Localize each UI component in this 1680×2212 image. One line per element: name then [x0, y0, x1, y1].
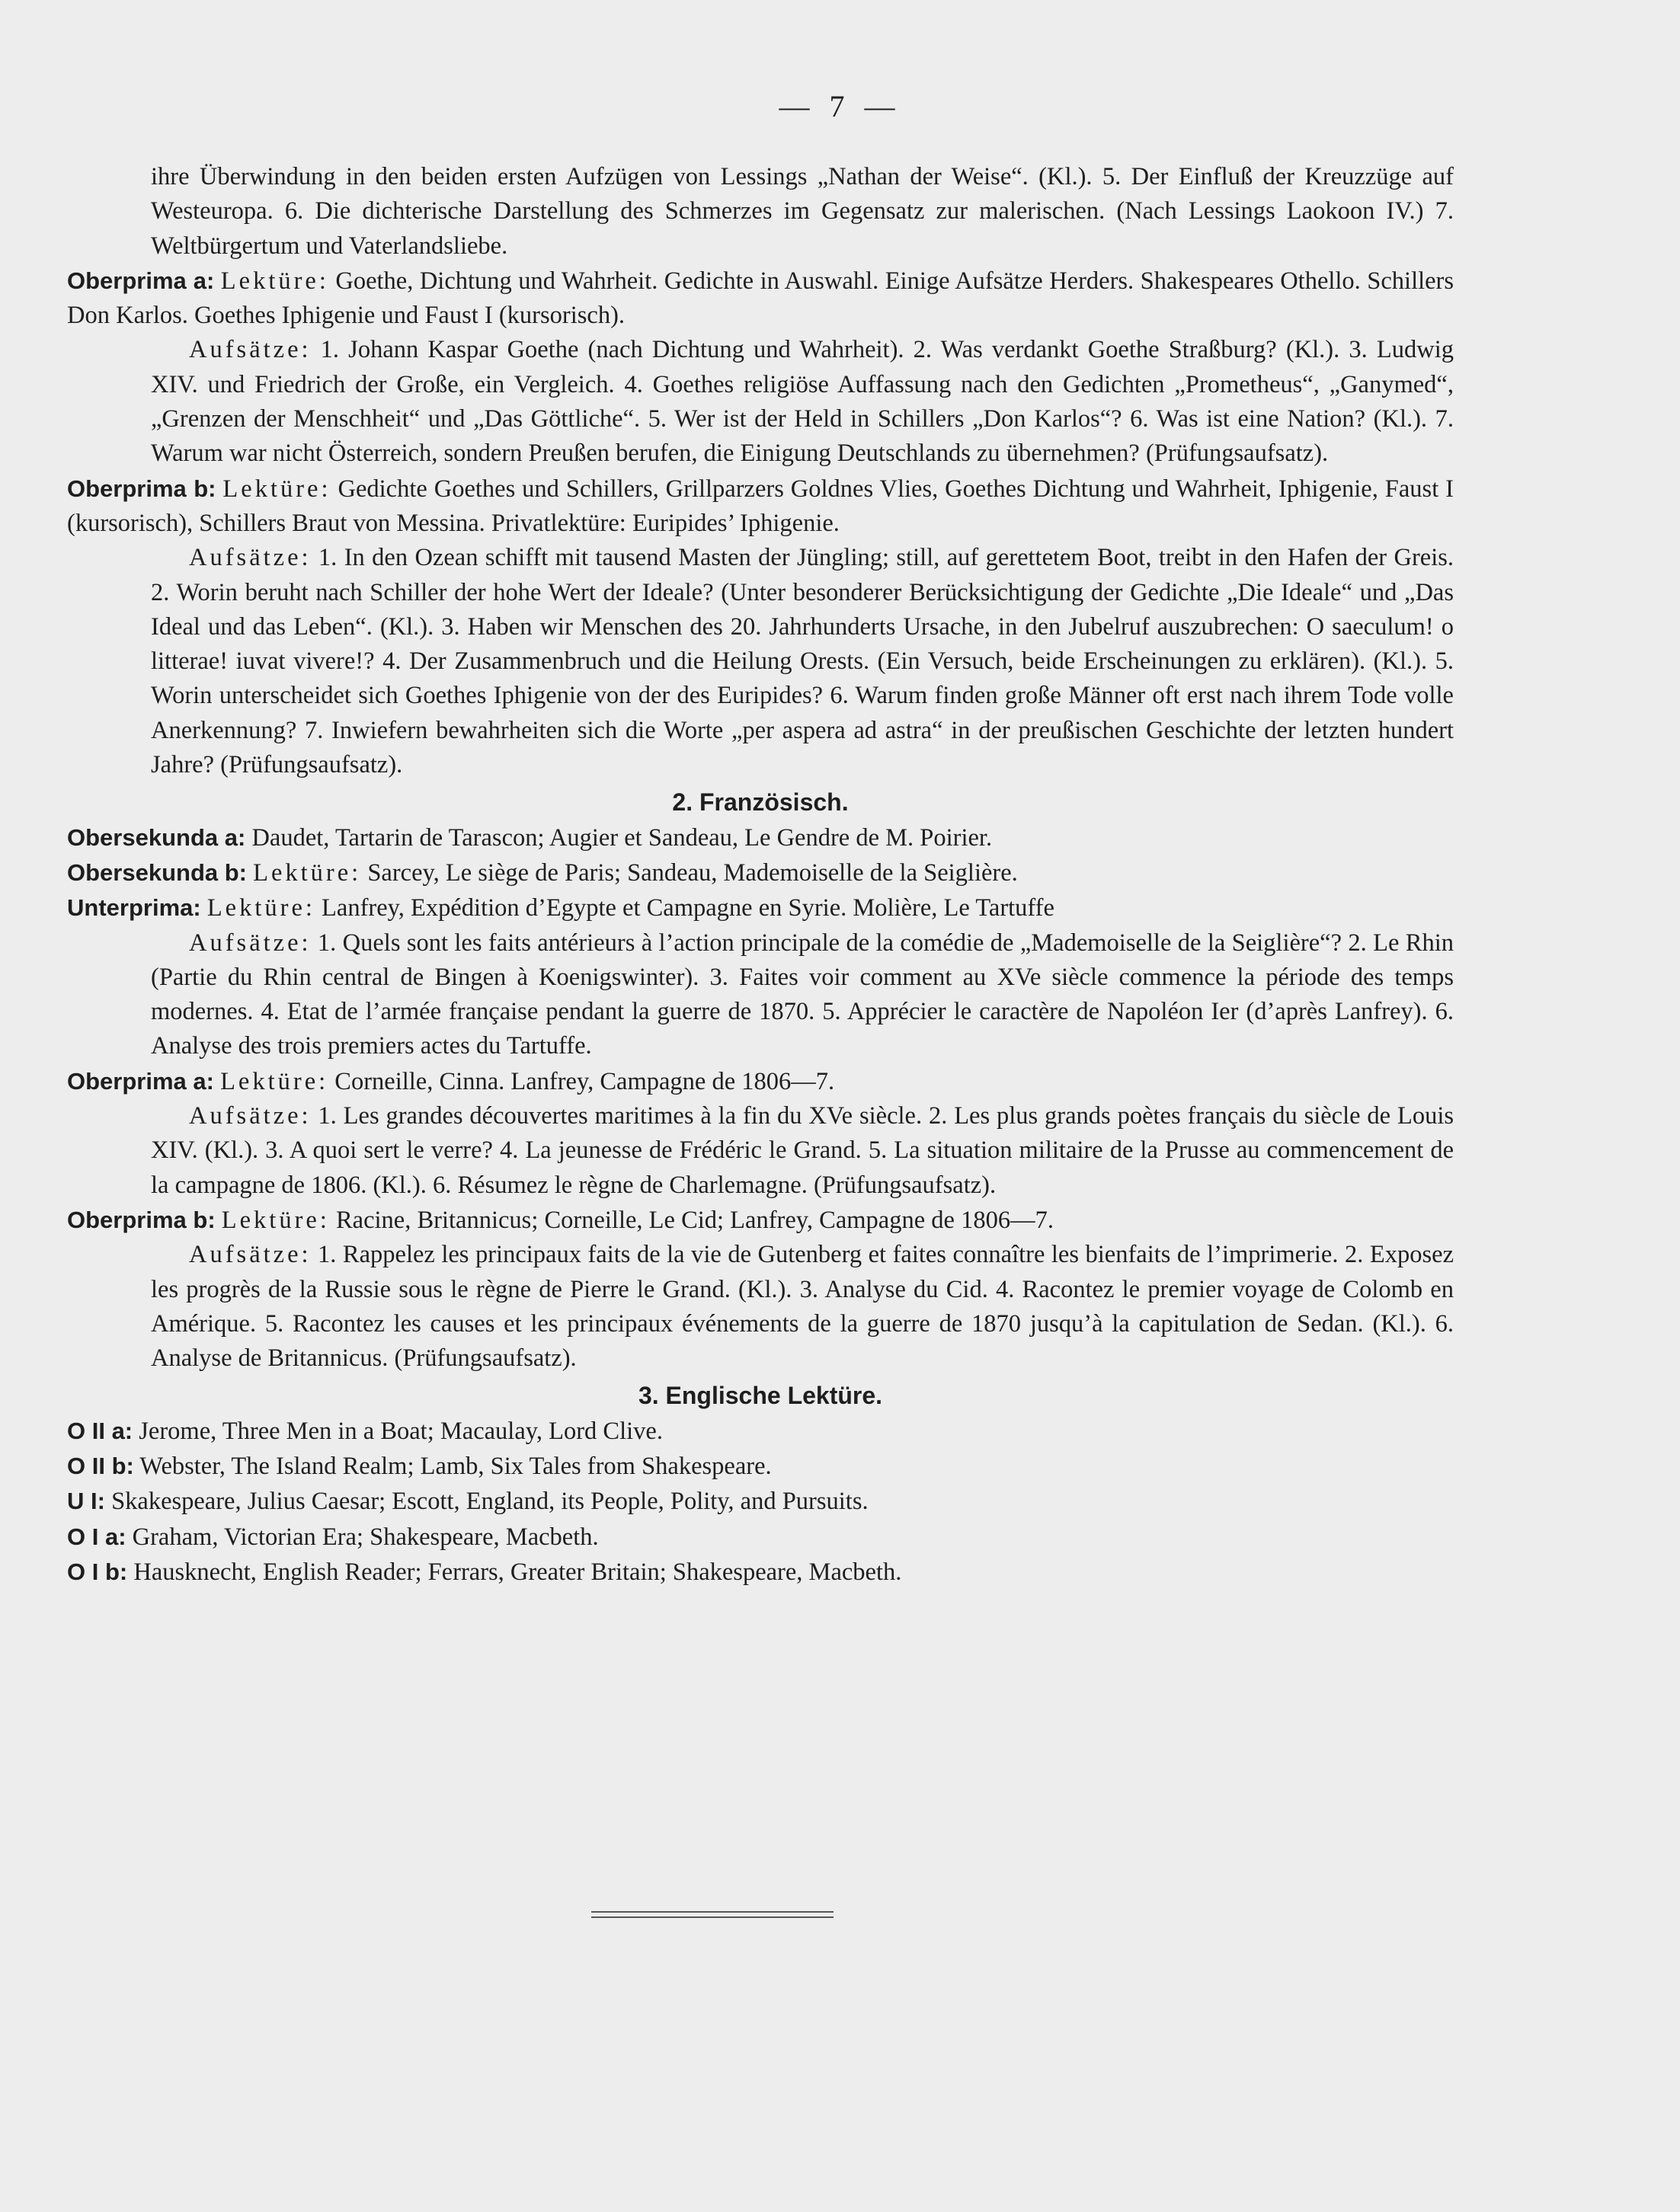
german-oberprima-a-entry: [67, 264, 1454, 334]
entry-label: Unterprima:: [67, 894, 201, 922]
lekture-label: Lektüre:: [253, 858, 362, 887]
lekture-label: Lektüre:: [220, 1067, 329, 1095]
entry-label: O II b:: [67, 1452, 134, 1479]
english-list-item: [67, 1449, 1454, 1484]
entry-label: O I a:: [67, 1523, 126, 1550]
end-rule-top: [591, 1911, 834, 1913]
french-oberprima-b-aufsatze: [67, 1238, 1454, 1376]
french-obersekunda-b-entry: [67, 855, 1454, 890]
page-body: [67, 160, 1454, 1590]
lekture-text: Gedichte Goethes und Schillers, Grillparzers Goldnes Vlies, Goethes Dichtung und Wahrheit, Iphigenie, Faust I (kursorisch), Schillers Braut von Messina. Privatlektüre: Euripides’ Iphigenie.: [67, 475, 1454, 537]
lekture-label: Lektüre:: [220, 267, 329, 295]
aufsatze-text: 1. In den Ozean schifft mit tausend Masten der Jüngling; still, auf gerettetem Boot, treibt in den Hafen der Greis. 2. Worin beruht nach Schiller der hohe Wert der Ideale? (Unter besonderer Berücksichtigung der Gedichte „Die Ideale“ und „Das Ideal und das Leben“. (Kl.). 3. Haben wir Menschen des 20. Jahrhunderts Ursache, in den Jubelruf auszubrechen: O saeculum! o litterae! iuvat vivere!? 4. Der Zusammenbruch und die Heilung Orests. (Ein Versuch, beide Erscheinungen zu erklären). (Kl.). 5. Worin unterscheidet sich Goethes Iphigenie von der des Euripides? 6. Warum finden große Männer oft erst nach ihrem Tode volle Anerkennung? 7. Inwiefern bewahrheiten sich die Worte „per aspera ad astra“ in der preußischen Geschichte der letzten hundert Jahre? (Prüfungsaufsatz).: [151, 544, 1454, 779]
french-obersekunda-a-entry: [67, 820, 1454, 855]
entry-text: Sarcey, Le siège de Paris; Sandeau, Mademoiselle de la Seiglière.: [367, 858, 1018, 887]
french-oberprima-a-entry: [67, 1064, 1454, 1099]
aufsatze-text: 1. Quels sont les faits antérieurs à l’action principale de la comédie de „Mademoiselle de la Seiglière“? 2. Le Rhin (Partie du Rhin central de Bingen à Koenigswinter). 3. Faites voir comment au XVe siècle commence la période des temps modernes. 4. Etat de l’armée française pendant la guerre de 1870. 5. Apprécier le caractère de Napoléon Ier (d’après Lanfrey). 6. Analyse des trois premiers actes du Tartuffe.: [151, 929, 1454, 1060]
entry-text: Jerome, Three Men in a Boat; Macaulay, Lord Clive.: [139, 1417, 663, 1445]
french-oberprima-a-aufsatze: [67, 1099, 1454, 1203]
aufsatze-text: 1. Les grandes découvertes maritimes à la fin du XVe siècle. 2. Les plus grands poètes français du siècle de Louis XIV. (Kl.). 3. A quoi sert le verre? 4. La jeunesse de Frédéric le Grand. 5. La situation militaire de la Prusse au commencement de la campagne de 1806. (Kl.). 6. Résumez le règne de Charlemagne. (Prüfungsaufsatz).: [151, 1102, 1454, 1199]
entry-label: Oberprima a:: [67, 1067, 214, 1095]
french-unterprima-entry: [67, 890, 1454, 925]
entry-text: Hausknecht, English Reader; Ferrars, Greater Britain; Shakespeare, Macbeth.: [133, 1558, 902, 1586]
aufsatze-label: Aufsätze:: [189, 544, 312, 572]
aufsatze-label: Aufsätze:: [189, 336, 312, 364]
english-list-item: [67, 1484, 1454, 1519]
entry-text: Daudet, Tartarin de Tarascon; Augier et Sandeau, Le Gendre de M. Poirier.: [251, 823, 993, 852]
entry-label: U I:: [67, 1488, 105, 1515]
aufsatze-label: Aufsätze:: [189, 1241, 312, 1269]
french-unterprima-aufsatze: [67, 926, 1454, 1064]
english-list-item: [67, 1520, 1454, 1555]
entry-label: Obersekunda a:: [67, 823, 246, 851]
french-oberprima-b-entry: [67, 1203, 1454, 1238]
german-intro-paragraph: [67, 160, 1454, 264]
lekture-label: Lektüre:: [221, 1206, 330, 1234]
section-heading-french: 2. Französisch.: [672, 788, 849, 817]
aufsatze-label: Aufsätze:: [189, 1102, 312, 1130]
entry-label: Oberprima b:: [67, 475, 216, 502]
entry-text: Webster, The Island Realm; Lamb, Six Tales from Shakespeare.: [139, 1452, 772, 1480]
lekture-label: Lektüre:: [206, 894, 315, 922]
german-intro-text: ihre Überwindung in den beiden ersten Aufzügen von Lessings „Nathan der Weise“. (Kl.). 5. Der Einfluß der Kreuzzüge auf Westeuropa. 6. Die dichterische Darstellung des Schmerzes im Gegensatz zur malerischen. (Nach Lessings Laokoon IV.) 7. Weltbürgertum und Vaterlandsliebe.: [151, 163, 1454, 260]
entry-text: Graham, Victorian Era; Shakespeare, Macbeth.: [132, 1523, 599, 1551]
english-list-item: [67, 1414, 1454, 1449]
end-rule-bottom: [591, 1916, 834, 1918]
entry-label: O I b:: [67, 1558, 128, 1585]
aufsatze-text: 1. Johann Kaspar Goethe (nach Dichtung und Wahrheit). 2. Was verdankt Goethe Straßburg? (Kl.). 3. Ludwig XIV. und Friedrich der Große, ein Vergleich. 4. Goethes religiöse Auffassung nach den Gedichten „Prometheus“, „Ganymed“, „Grenzen der Menschheit“ und „Das Göttliche“. 5. Wer ist der Held in Schillers „Don Karlos“? 6. Was ist eine Nation? (Kl.). 7. Warum war nicht Österreich, sondern Preußen berufen, die Einigung Deutschlands zu übernehmen? (Prüfungsaufsatz).: [151, 336, 1454, 468]
page-number: — 7 —: [779, 89, 901, 123]
entry-label: Oberprima b:: [67, 1206, 216, 1233]
section-heading-english: 3. Englische Lektüre.: [638, 1382, 883, 1410]
entry-label: Oberprima a:: [67, 267, 215, 294]
lekture-text: Racine, Britannicus; Corneille, Le Cid; Lanfrey, Campagne de 1806—7.: [336, 1206, 1054, 1234]
entry-label: O II a:: [67, 1417, 133, 1444]
german-oberprima-a-aufsatze: [67, 333, 1454, 471]
entry-text: Skakespeare, Julius Caesar; Escott, England, its People, Polity, and Pursuits.: [111, 1488, 869, 1516]
lekture-text: Lanfrey, Expédition d’Egypte et Campagne en Syrie. Molière, Le Tartuffe: [322, 894, 1054, 922]
lekture-text: Goethe, Dichtung und Wahrheit. Gedichte in Auswahl. Einige Aufsätze Herders. Shakespeares Othello. Schillers Don Karlos. Goethes Iphigenie und Faust I (kursorisch).: [67, 267, 1454, 330]
aufsatze-label: Aufsätze:: [189, 929, 312, 957]
english-list-item: [67, 1555, 1454, 1590]
entry-label: Obersekunda b:: [67, 858, 247, 886]
german-oberprima-b-aufsatze: [67, 541, 1454, 782]
lekture-label: Lektüre:: [222, 475, 331, 503]
aufsatze-text: 1. Rappelez les principaux faits de la vie de Gutenberg et faites connaître les bienfaits de l’imprimerie. 2. Exposez les progrès de la Russie sous le règne de Pierre le Grand. (Kl.). 3. Analyse du Cid. 4. Racontez le premier voyage de Colomb en Amérique. 5. Racontez les causes et les principaux événements de la guerre de 1870 jusqu’à la capitulation de Sedan. (Kl.). 6. Analyse de Britannicus. (Prüfungsaufsatz).: [151, 1241, 1454, 1373]
lekture-text: Corneille, Cinna. Lanfrey, Campagne de 1806—7.: [334, 1067, 835, 1095]
german-oberprima-b-entry: [67, 471, 1454, 542]
